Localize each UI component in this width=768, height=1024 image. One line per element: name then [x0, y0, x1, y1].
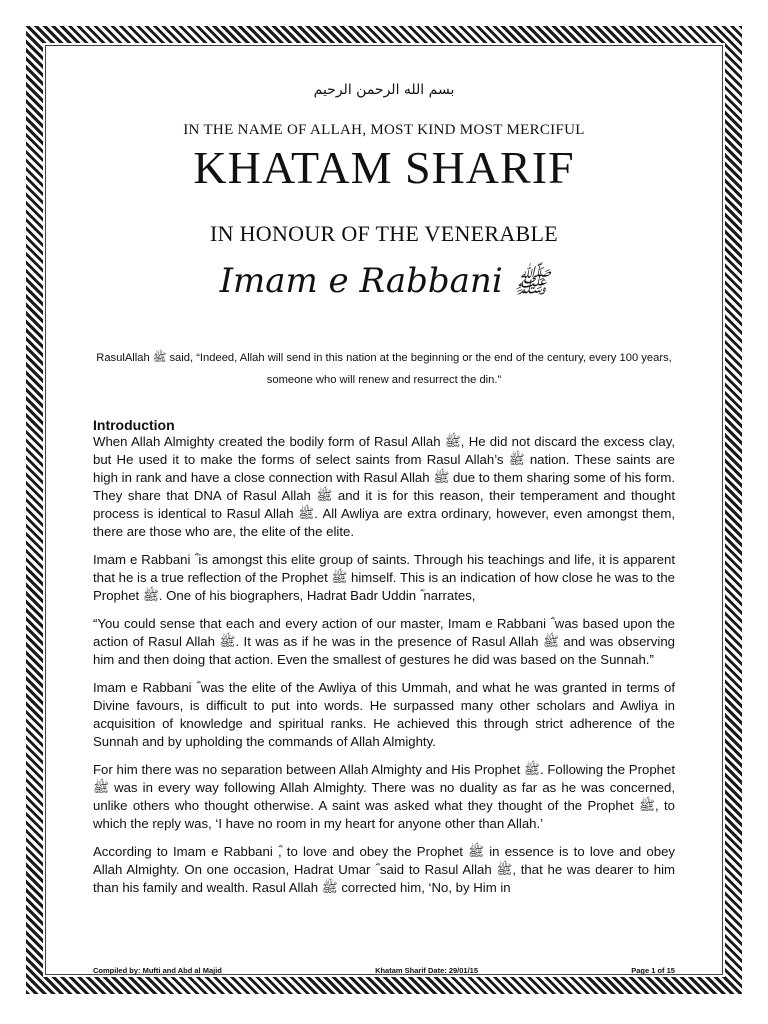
introduction-heading: Introduction	[93, 417, 175, 433]
paragraph-2: Imam e Rabbani ؓ is amongst this elite group of saints. Through his teachings and life, it is apparent that he is a true reflection of the Prophet ﷺ himself. This is an indication of how close he was to the Prophet ﷺ. One of his biographers, Hadrat Badr Uddin ؓ narrates,	[93, 552, 675, 603]
paragraph-6: According to Imam e Rabbani ؓ, to love and obey the Prophet ﷺ in essence is to love and obey Allah Almighty. On one occasion, Hadrat Umar ؓ said to Rasul Allah ﷺ, that he was dearer to him than his family and wealth. Rasul Allah ﷺ corrected him, ‘No, by Him in	[93, 844, 675, 895]
document-page	[93, 80, 675, 907]
imam-name: Imam e Rabbani	[219, 261, 503, 301]
bismillah-line: بسم الله الرحمن الرحيم	[313, 82, 455, 98]
footer-compiled-by: Compiled by: Mufti and Abd al Majid	[93, 966, 222, 975]
hadith-quote: RasulAllah ﷺ said, “Indeed, Allah will send in this nation at the beginning or the end of the century, every 100 years, someone who will renew and resurrect the din.”	[96, 352, 672, 386]
footer-page-number: Page 1 of 15	[631, 966, 675, 975]
document-subtitle: IN HONOUR OF THE VENERABLE	[210, 221, 558, 246]
paragraph-3: “You could sense that each and every action of our master, Imam e Rabbani ؓ was based upon the action of Rasul Allah ﷺ. It was as if he was in the presence of Rasul Allah ﷺ and was observing him and then doing that action. Even the smallest of gestures he did was based on the Sunnah.”	[93, 616, 676, 667]
page-footer	[93, 966, 675, 975]
heading-line: IN THE NAME OF ALLAH, MOST KIND MOST MERCIFUL	[183, 122, 585, 138]
footer-date: Khatam Sharif Date: 29/01/15	[375, 966, 479, 975]
imam-name-heading	[93, 261, 675, 307]
paragraph-4: Imam e Rabbani ؓ was the elite of the Awliya of this Ummah, and what he was granted in terms of Divine favours, is difficult to put into words. He surpassed many other scholars and Awliya in acquisition of knowledge and spiritual ranks. He achieved this through strict adherence of the Sunnah and by upholding the commands of Allah Almighty.	[93, 680, 675, 749]
document-title: KHATAM SHARIF	[193, 142, 575, 193]
paragraph-5: For him there was no separation between Allah Almighty and His Prophet ﷺ. Following the Prophet ﷺ was in every way following Allah Almighty. There was no duality as far as he was concerned, unlike others who thought otherwise. A saint was asked what they thought of the Prophet ﷺ, to which the reply was, ‘I have no room in my heart for anyone other than Allah.’	[93, 762, 676, 831]
paragraph-1: When Allah Almighty created the bodily form of Rasul Allah ﷺ, He did not discard the excess clay, but He used it to make the forms of select saints from Rasul Allah’s ﷺ nation. These saints are high in rank and have a close connection with Rasul Allah ﷺ due to them sharing some of his form. They share that DNA of Rasul Allah ﷺ and it is for this reason, their temperament and thought process is identical to Rasul Allah ﷺ. All Awliya are extra ordinary, however, even amongst them, there are those who are, the elite of the elite.	[93, 434, 676, 539]
honorific-glyph: ﷺ	[513, 265, 549, 299]
